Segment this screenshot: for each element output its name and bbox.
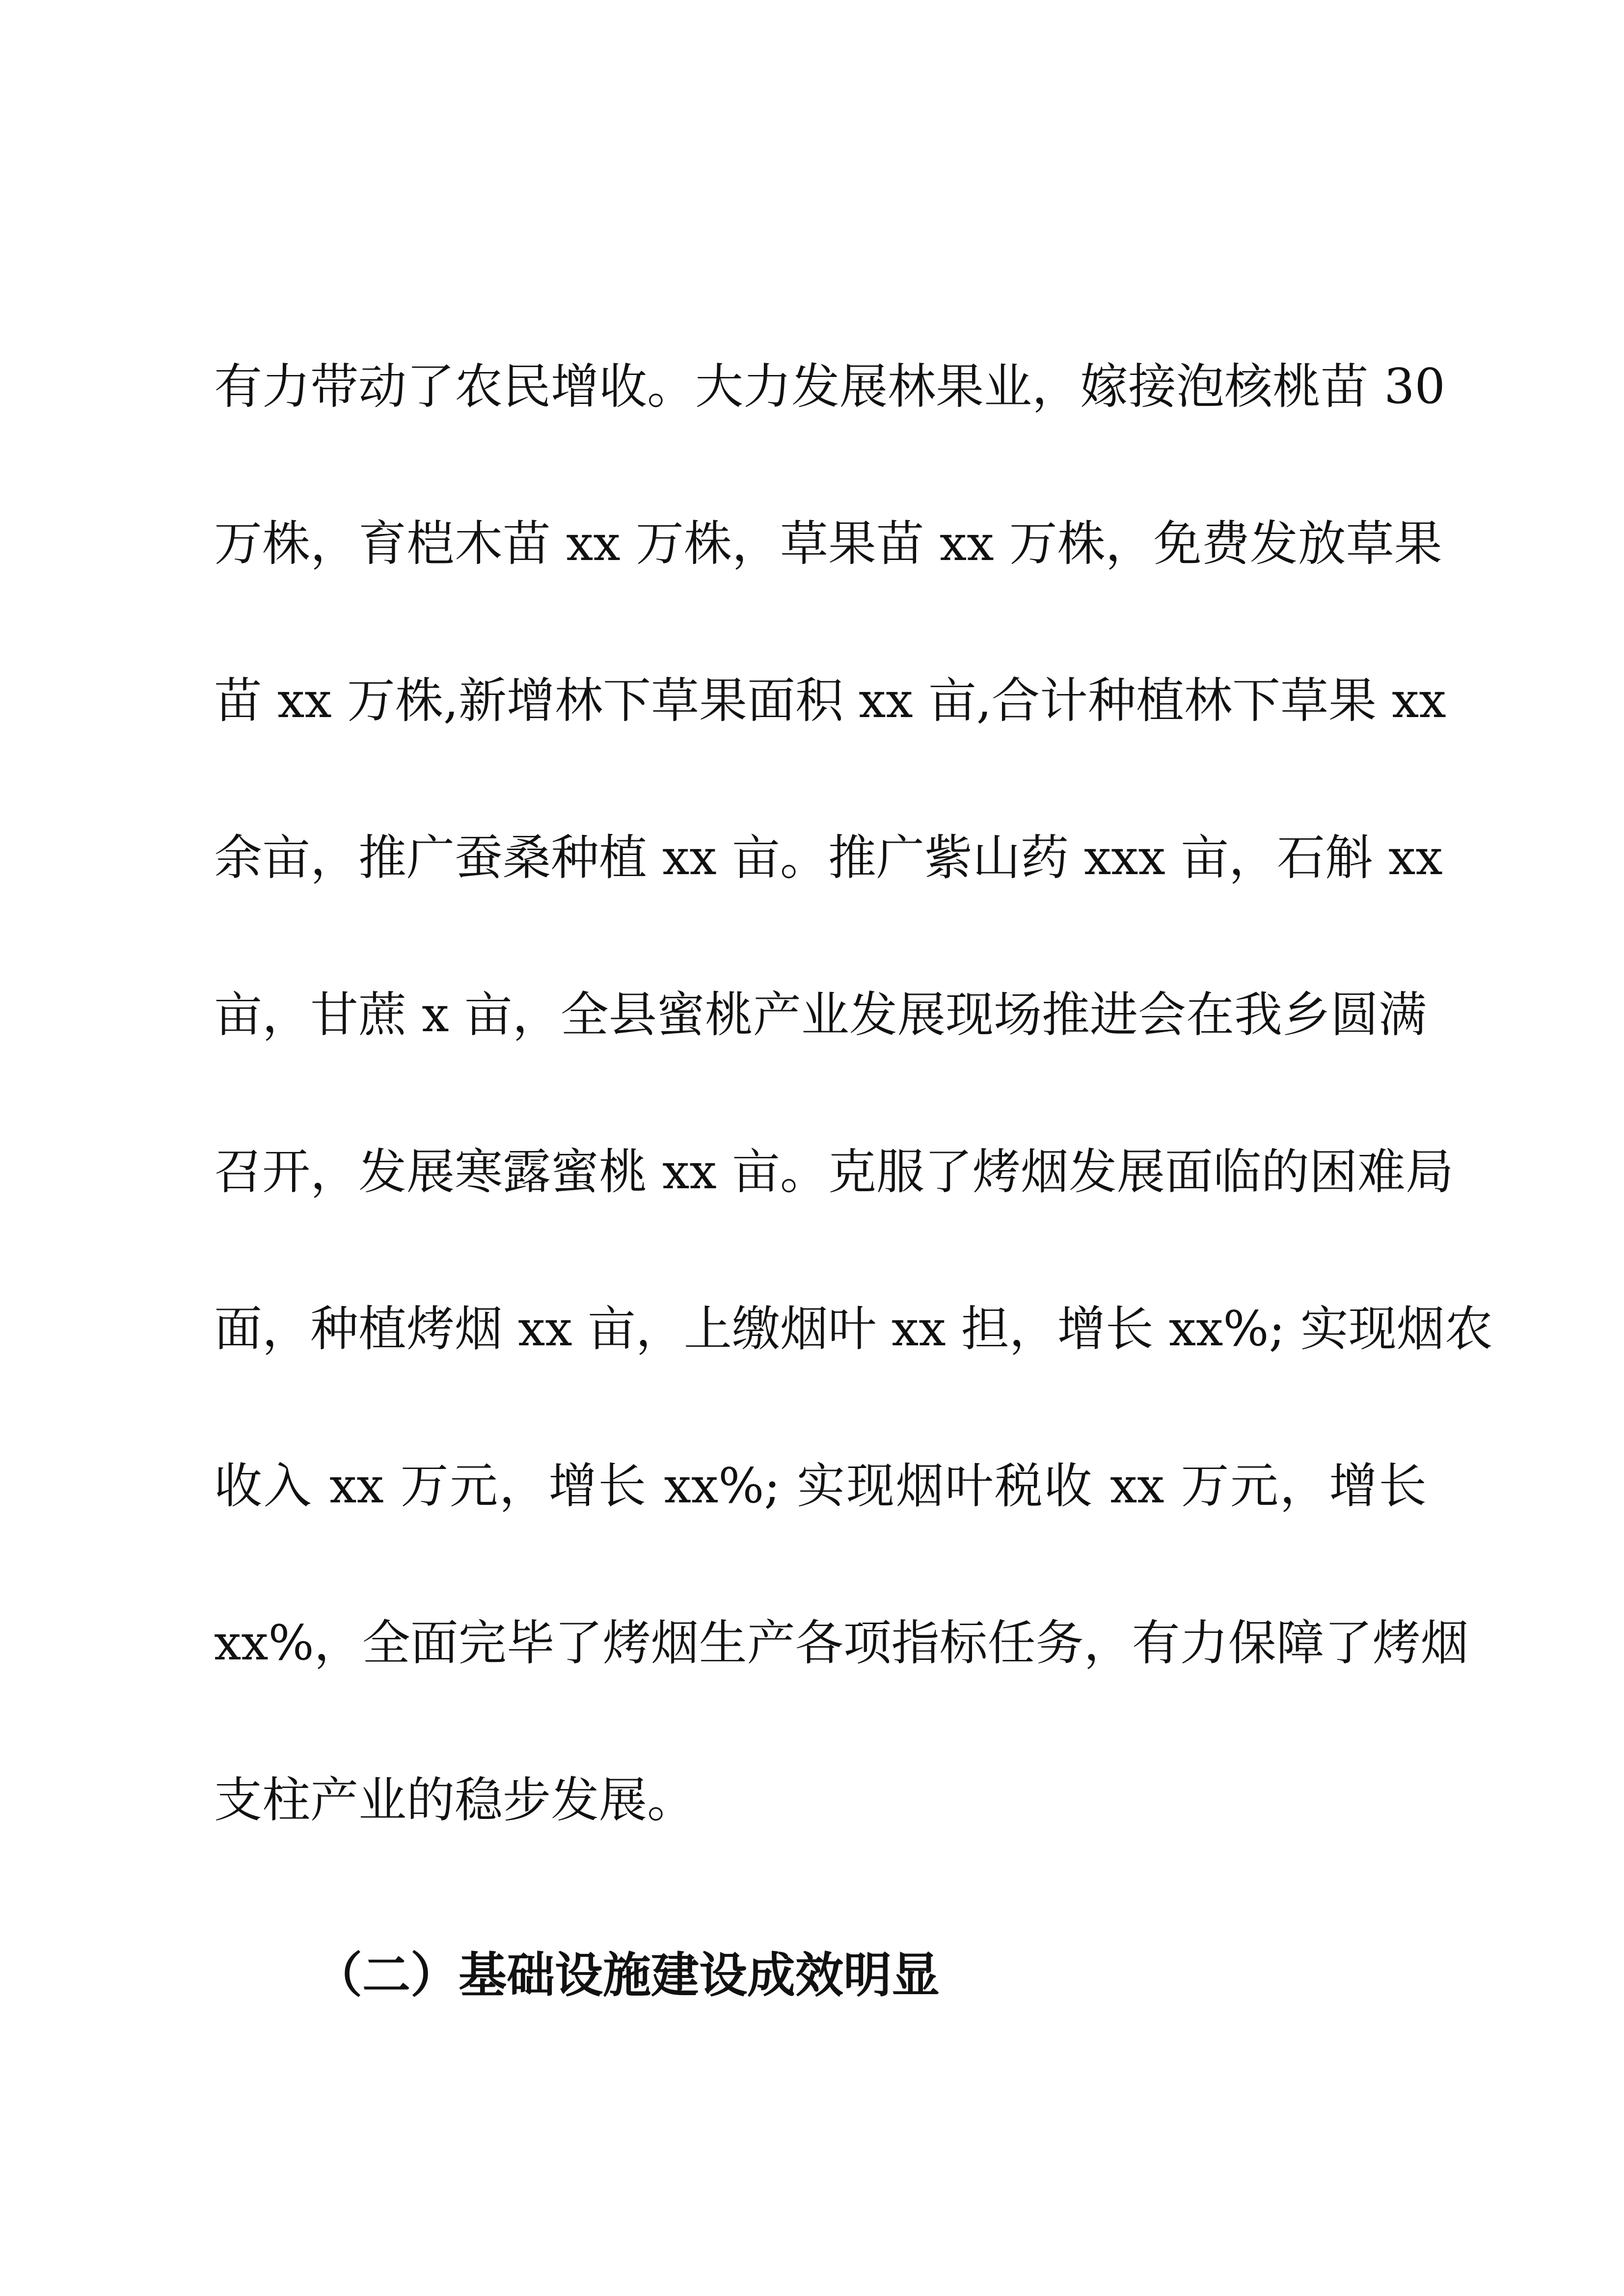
paragraph-line: 万株，育桤木苗 xx 万株，草果苗 xx 万株，免费发放草果 [214, 516, 1442, 572]
body-paragraph [214, 308, 1493, 1879]
paragraph-line: 有力带动了农民增收。大力发展林果业，嫁接泡核桃苗 30 [214, 359, 1445, 415]
paragraph-line: xx%，全面完毕了烤烟生产各项指标任务，有力保障了烤烟 [214, 1615, 1469, 1671]
paragraph-line: 面，种植烤烟 xx 亩，上缴烟叶 xx 担，增长 xx%; 实现烟农 [214, 1301, 1493, 1357]
paragraph-line: 收入 xx 万元，增长 xx%; 实现烟叶税收 xx 万元，增长 [214, 1458, 1427, 1514]
paragraph-line: 支柱产业的稳步发展。 [214, 1772, 696, 1828]
paragraph-line: 亩，甘蔗 x 亩，全县蜜桃产业发展现场推进会在我乡圆满 [214, 987, 1427, 1043]
paragraph-line: 余亩，推广蚕桑种植 xx 亩。推广紫山药 xxx 亩，石斛 xx [214, 830, 1443, 886]
paragraph-line: 召开，发展寒露蜜桃 xx 亩。克服了烤烟发展面临的困难局 [214, 1144, 1454, 1200]
section-heading: （二）基础设施建设成效明显 [314, 1947, 940, 2003]
paragraph-line: 苗 xx 万株,新增林下草果面积 xx 亩,合计种植林下草果 xx [214, 673, 1446, 729]
